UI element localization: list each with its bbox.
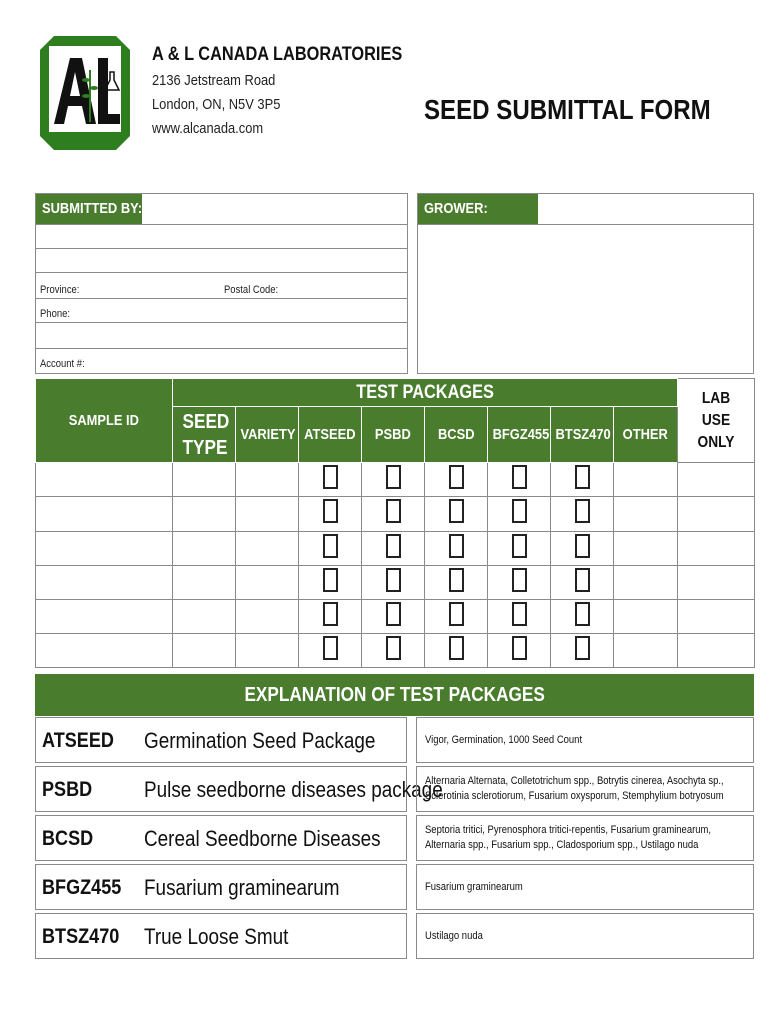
btsz470-checkbox[interactable] (575, 602, 590, 626)
bcsd-checkbox[interactable] (449, 534, 464, 558)
other-cell[interactable] (614, 531, 678, 565)
btsz470-checkbox-cell (551, 497, 614, 531)
bcsd-checkbox[interactable] (449, 636, 464, 660)
btsz470-header: BTSZ470 (551, 407, 614, 463)
phone-label: Phone: (40, 308, 70, 320)
address-line-2: London, ON, N5V 3P5 (152, 96, 281, 113)
variety-cell[interactable] (236, 531, 299, 565)
explanation-row-bcsd (35, 815, 407, 861)
bcsd-checkbox[interactable] (449, 499, 464, 523)
package-name: Cereal Seedborne Diseases (144, 826, 381, 851)
psbd-header: PSBD (362, 407, 425, 463)
package-code: PSBD (42, 778, 93, 801)
bcsd-checkbox-cell (425, 497, 488, 531)
table-row (36, 633, 755, 667)
sample-id-cell[interactable] (36, 497, 173, 531)
package-code: BTSZ470 (42, 925, 120, 948)
package-code: ATSEED (42, 729, 114, 752)
variety-cell[interactable] (236, 463, 299, 497)
explanation-row-bfgz455 (35, 864, 407, 910)
table-row (36, 497, 755, 531)
atseed-checkbox-cell (299, 633, 362, 667)
account-label: Account #: (40, 358, 85, 370)
bcsd-checkbox[interactable] (449, 568, 464, 592)
logo-badge-icon (40, 36, 130, 150)
atseed-checkbox-cell (299, 531, 362, 565)
variety-cell[interactable] (236, 497, 299, 531)
other-cell[interactable] (614, 497, 678, 531)
package-name: Germination Seed Package (144, 728, 376, 753)
sample-table (35, 378, 755, 668)
other-header: OTHER (614, 407, 678, 463)
bcsd-checkbox-cell (425, 463, 488, 497)
bfgz455-checkbox[interactable] (512, 602, 527, 626)
bfgz455-header: BFGZ455 (488, 407, 551, 463)
psbd-checkbox-cell (362, 531, 425, 565)
other-cell[interactable] (614, 633, 678, 667)
bcsd-checkbox-cell (425, 633, 488, 667)
bfgz455-checkbox-cell (488, 497, 551, 531)
atseed-checkbox[interactable] (323, 465, 338, 489)
package-name: Pulse seedborne diseases package (144, 777, 443, 802)
psbd-checkbox[interactable] (386, 568, 401, 592)
phone-field[interactable] (96, 300, 407, 322)
submitted-by-section (35, 193, 408, 374)
seed-type-cell[interactable] (173, 599, 236, 633)
package-code: BFGZ455 (42, 876, 122, 899)
psbd-checkbox[interactable] (386, 534, 401, 558)
grower-details-field[interactable] (418, 226, 753, 373)
address-field-2[interactable] (36, 248, 407, 272)
bfgz455-checkbox-cell (488, 599, 551, 633)
seed-type-cell[interactable] (173, 531, 236, 565)
psbd-checkbox-cell (362, 565, 425, 599)
lab-use-cell (678, 599, 755, 633)
table-row (36, 463, 755, 497)
company-logo (40, 36, 130, 150)
grower-label: GROWER: (418, 194, 538, 224)
seed-type-header: SEED TYPE (173, 407, 236, 463)
test-packages-header: TEST PACKAGES (173, 379, 678, 407)
bcsd-checkbox-cell (425, 531, 488, 565)
table-row (36, 531, 755, 565)
psbd-checkbox-cell (362, 599, 425, 633)
atseed-checkbox[interactable] (323, 602, 338, 626)
atseed-checkbox[interactable] (323, 534, 338, 558)
atseed-checkbox[interactable] (323, 499, 338, 523)
bcsd-checkbox-cell (425, 599, 488, 633)
lab-use-cell (678, 497, 755, 531)
submitted-by-label: SUBMITTED BY: (36, 194, 142, 224)
package-name: True Loose Smut (144, 924, 289, 949)
btsz470-checkbox[interactable] (575, 636, 590, 660)
other-cell[interactable] (614, 565, 678, 599)
bfgz455-checkbox-cell (488, 531, 551, 565)
sample-id-cell[interactable] (36, 463, 173, 497)
bcsd-checkbox[interactable] (449, 465, 464, 489)
atseed-checkbox[interactable] (323, 636, 338, 660)
psbd-checkbox-cell (362, 633, 425, 667)
bcsd-header: BCSD (425, 407, 488, 463)
submitted-by-name-field[interactable] (142, 194, 407, 224)
btsz470-checkbox-cell (551, 565, 614, 599)
seed-type-cell[interactable] (173, 565, 236, 599)
btsz470-checkbox[interactable] (575, 534, 590, 558)
sample-id-cell[interactable] (36, 565, 173, 599)
table-row (36, 599, 755, 633)
lab-use-cell (678, 531, 755, 565)
postal-code-field[interactable] (296, 274, 406, 296)
psbd-checkbox[interactable] (386, 499, 401, 523)
bfgz455-checkbox-cell (488, 565, 551, 599)
company-name: A & L CANADA LABORATORIES (152, 44, 403, 65)
variety-cell[interactable] (236, 599, 299, 633)
variety-cell[interactable] (236, 565, 299, 599)
sample-id-cell[interactable] (36, 633, 173, 667)
package-description: Ustilago nuda (416, 913, 754, 959)
btsz470-checkbox[interactable] (575, 499, 590, 523)
btsz470-checkbox[interactable] (575, 465, 590, 489)
province-label: Province: (40, 284, 80, 296)
psbd-checkbox[interactable] (386, 636, 401, 660)
atseed-checkbox[interactable] (323, 568, 338, 592)
package-code: BCSD (42, 827, 94, 850)
province-field[interactable] (96, 274, 216, 296)
seed-type-cell[interactable] (173, 497, 236, 531)
bfgz455-checkbox[interactable] (512, 465, 527, 489)
bcsd-checkbox[interactable] (449, 602, 464, 626)
bcsd-checkbox-cell (425, 565, 488, 599)
btsz470-checkbox[interactable] (575, 568, 590, 592)
btsz470-checkbox-cell (551, 599, 614, 633)
atseed-checkbox-cell (299, 565, 362, 599)
seed-type-cell[interactable] (173, 463, 236, 497)
psbd-checkbox-cell (362, 463, 425, 497)
atseed-header: ATSEED (299, 407, 362, 463)
explanation-row-btsz470 (35, 913, 407, 959)
package-description: Alternaria Alternata, Colletotrichum spp., Botrytis cinerea, Asochyta sp.,Sclerotinia sclerotiorum, Fusarium oxysporum, Stemphylium botryosum (416, 766, 754, 812)
account-field[interactable] (106, 350, 407, 372)
bfgz455-checkbox-cell (488, 463, 551, 497)
btsz470-checkbox-cell (551, 463, 614, 497)
explanation-header: EXPLANATION OF TEST PACKAGES (35, 674, 754, 716)
explanation-row-atseed (35, 717, 407, 763)
seed-type-cell[interactable] (173, 633, 236, 667)
psbd-checkbox[interactable] (386, 465, 401, 489)
sample-id-header: SAMPLE ID (36, 379, 173, 463)
address-field-1[interactable] (36, 224, 407, 248)
form-title: SEED SUBMITTAL FORM (424, 94, 711, 125)
sample-id-cell[interactable] (36, 599, 173, 633)
atseed-checkbox-cell (299, 463, 362, 497)
atseed-checkbox-cell (299, 599, 362, 633)
sample-id-cell[interactable] (36, 531, 173, 565)
bfgz455-checkbox[interactable] (512, 568, 527, 592)
bfgz455-checkbox[interactable] (512, 636, 527, 660)
bfgz455-checkbox[interactable] (512, 534, 527, 558)
grower-section (417, 193, 754, 374)
other-cell[interactable] (614, 599, 678, 633)
lab-use-cell (678, 565, 755, 599)
lab-use-cell (678, 633, 755, 667)
package-description: Vigor, Germination, 1000 Seed Count (416, 717, 754, 763)
bfgz455-checkbox[interactable] (512, 499, 527, 523)
table-row (36, 565, 755, 599)
psbd-checkbox[interactable] (386, 602, 401, 626)
blank-field[interactable] (36, 324, 407, 348)
btsz470-checkbox-cell (551, 633, 614, 667)
variety-cell[interactable] (236, 633, 299, 667)
other-cell[interactable] (614, 463, 678, 497)
btsz470-checkbox-cell (551, 531, 614, 565)
bfgz455-checkbox-cell (488, 633, 551, 667)
postal-code-label: Postal Code: (224, 284, 279, 296)
explanation-row-psbd (35, 766, 443, 812)
lab-use-cell (678, 463, 755, 497)
address-line-1: 2136 Jetstream Road (152, 72, 276, 89)
variety-header: VARIETY (236, 407, 299, 463)
website-text: www.alcanada.com (152, 120, 264, 137)
psbd-checkbox-cell (362, 497, 425, 531)
package-name: Fusarium graminearum (144, 875, 340, 900)
atseed-checkbox-cell (299, 497, 362, 531)
lab-use-only-header: LAB USE ONLY (678, 379, 755, 463)
package-description: Fusarium graminearum (416, 864, 754, 910)
package-description: Septoria tritici, Pyrenosphora tritici-repentis, Fusarium graminearum,Alternaria spp., Fusarium spp., Cladosporium spp., Ustilago nuda (416, 815, 754, 861)
grower-name-field[interactable] (538, 194, 753, 224)
